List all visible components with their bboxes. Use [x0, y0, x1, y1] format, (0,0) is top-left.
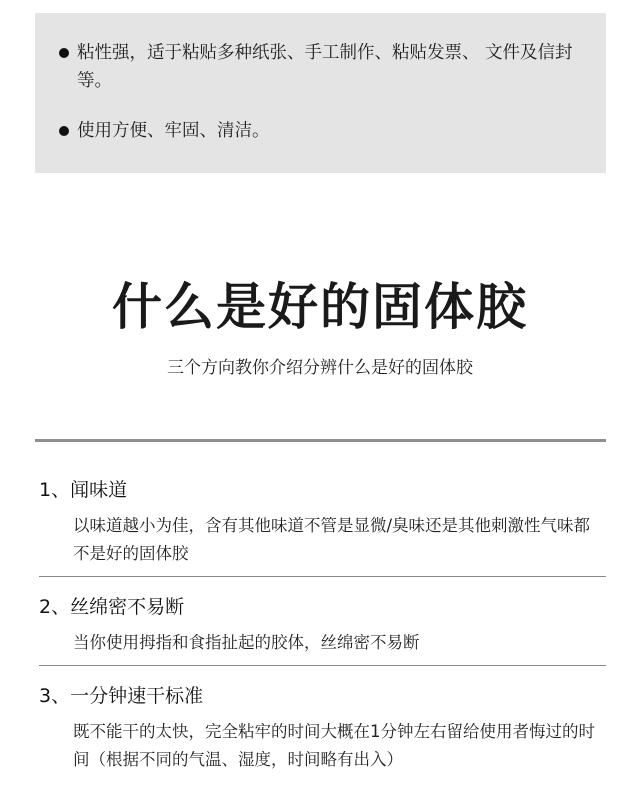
criterion-description: 既不能干的太快，完全粘牢的时间大概在1分钟左右留给使用者悔过的时间（根据不同的气温、湿度，时间略有出入）: [73, 722, 595, 769]
page-subtitle: 三个方向教你介绍分辨什么是好的固体胶: [167, 358, 473, 378]
feature-text: 粘性强，适于粘贴多种纸张、手工制作、粘贴发票、 文件及信封等。: [77, 43, 573, 91]
criterion-description: 以味道越小为佳，含有其他味道不管是显微/臭味还是其他刺激性气味都不是好的固体胶: [73, 516, 591, 563]
criterion-title: 3、一分钟速干标准: [39, 685, 204, 707]
feature-item: [59, 39, 586, 95]
feature-text: 使用方便、牢固、清洁。: [77, 121, 270, 141]
criterion-description: 当你使用拇指和食指扯起的胶体，丝绵密不易断: [73, 633, 420, 652]
criterion-title: 2、丝绵密不易断: [39, 596, 185, 618]
criteria-list: [35, 442, 606, 774]
bullet-dot-icon: [59, 126, 69, 136]
criterion-item: [35, 666, 606, 774]
feature-panel: [35, 13, 606, 173]
criterion-item: [35, 442, 606, 577]
feature-item: [59, 117, 586, 145]
bullet-dot-icon: [59, 48, 69, 58]
criterion-item: [35, 577, 606, 666]
criterion-title: 1、闻味道: [39, 479, 128, 501]
page-title: 什么是好的固体胶: [112, 278, 528, 336]
